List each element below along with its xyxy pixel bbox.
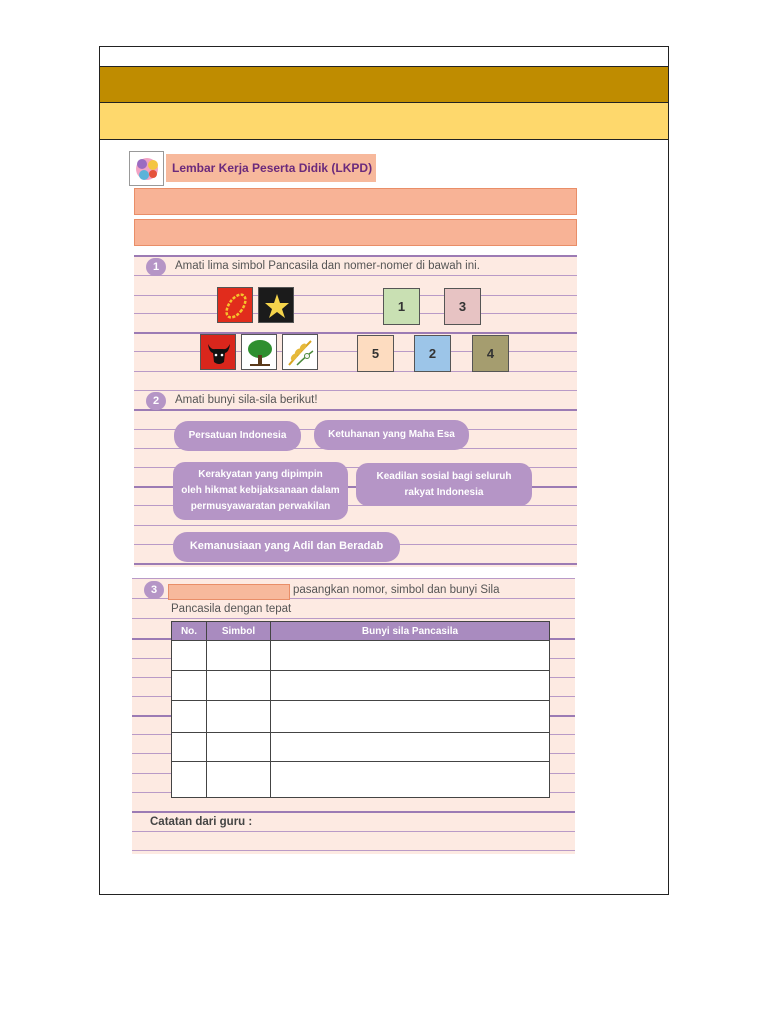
sila-pill-keadilan[interactable]: Keadilan sosial bagi seluruh rakyat Indonesia	[356, 463, 532, 506]
sila-pill-kemanusiaan[interactable]: Kemanusiaan yang Adil dan Beradab	[173, 532, 400, 562]
number-box-4[interactable]: 4	[472, 335, 509, 372]
number-box-5[interactable]: 5	[357, 335, 394, 372]
star-icon[interactable]	[258, 287, 294, 323]
cell-simbol[interactable]	[207, 671, 271, 701]
sila-pill-persatuan[interactable]: Persatuan Indonesia	[174, 421, 301, 451]
chain-icon[interactable]	[217, 287, 253, 323]
section-2-instruction: Amati bunyi sila-sila berikut!	[175, 394, 318, 406]
col-header-bunyi: Bunyi sila Pancasila	[271, 622, 550, 641]
ruled-area-sections-1-2	[134, 255, 577, 567]
answer-bar-2[interactable]	[134, 219, 577, 246]
sila-pill-ketuhanan[interactable]: Ketuhanan yang Maha Esa	[314, 420, 469, 450]
cell-bunyi[interactable]	[271, 671, 550, 701]
cell-no[interactable]	[172, 671, 207, 701]
cell-simbol[interactable]	[207, 762, 271, 798]
teacher-note-label: Catatan dari guru :	[150, 816, 253, 828]
cell-bunyi[interactable]	[271, 733, 550, 762]
table-row	[172, 733, 550, 762]
cell-no[interactable]	[172, 701, 207, 733]
lkpd-title: Lembar Kerja Peserta Didik (LKPD)	[166, 154, 376, 182]
col-header-simbol: Simbol	[207, 622, 271, 641]
section-1-instruction: Amati lima simbol Pancasila dan nomer-nomer di bawah ini.	[175, 260, 480, 272]
cell-no[interactable]	[172, 733, 207, 762]
section-3-instruction-line2: Pancasila dengan tepat	[171, 603, 292, 615]
cell-bunyi[interactable]	[271, 762, 550, 798]
section-1-badge: 1	[146, 258, 166, 276]
cell-no[interactable]	[172, 641, 207, 671]
bull-head-icon[interactable]	[200, 334, 236, 370]
table-row	[172, 641, 550, 671]
banyan-tree-icon[interactable]	[241, 334, 277, 370]
number-box-2[interactable]: 2	[414, 335, 451, 372]
section-2-badge: 2	[146, 392, 166, 410]
answer-bar-1[interactable]	[134, 188, 577, 215]
header-band-light	[100, 103, 668, 140]
sila-pill-kerakyatan[interactable]: Kerakyatan yang dipimpin oleh hikmat kebijaksanaan dalam permusyawaratan perwakilan	[173, 462, 348, 520]
table-row	[172, 762, 550, 798]
table-row	[172, 671, 550, 701]
answer-table	[171, 621, 550, 798]
table-row	[172, 701, 550, 733]
section-3-instruction-line1: pasangkan nomor, simbol dan bunyi Sila	[293, 584, 500, 596]
cell-simbol[interactable]	[207, 641, 271, 671]
section-3-badge: 3	[144, 581, 164, 599]
cell-no[interactable]	[172, 762, 207, 798]
cell-simbol[interactable]	[207, 733, 271, 762]
number-box-1[interactable]: 1	[383, 288, 420, 325]
section-3-answer-field[interactable]	[168, 584, 290, 600]
header-band-dark	[100, 66, 668, 103]
cell-bunyi[interactable]	[271, 701, 550, 733]
number-box-3[interactable]: 3	[444, 288, 481, 325]
col-header-no: No.	[172, 622, 207, 641]
cell-simbol[interactable]	[207, 701, 271, 733]
cell-bunyi[interactable]	[271, 641, 550, 671]
lkpd-logo	[129, 151, 164, 186]
rice-cotton-icon[interactable]	[282, 334, 318, 370]
